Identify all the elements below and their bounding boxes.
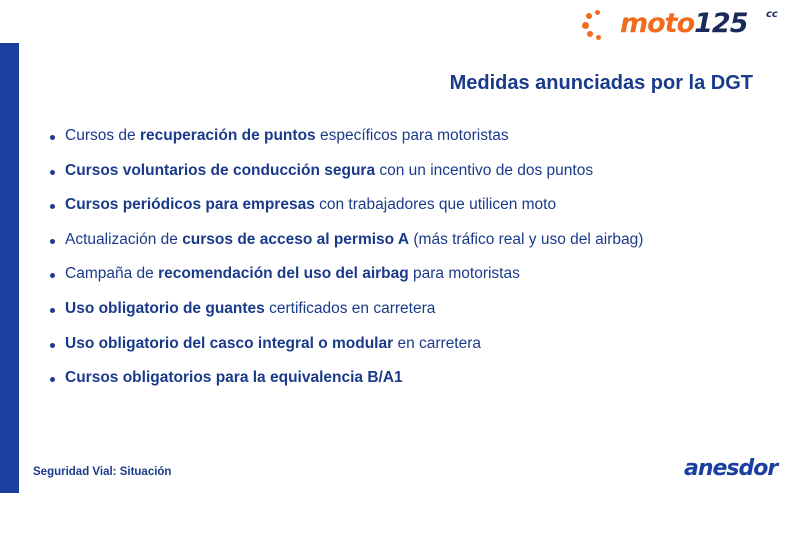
- list-item: Campaña de recomendación del uso del airbag para motoristas: [48, 262, 643, 297]
- section-label: Seguridad Vial: Situación: [33, 466, 172, 478]
- measures-list: [48, 124, 643, 401]
- list-item: Uso obligatorio de guantes certificados en carretera: [48, 297, 643, 332]
- list-item: Cursos periódicos para empresas con trabajadores que utilicen moto: [48, 193, 643, 228]
- list-item: Cursos de recuperación de puntos específicos para motoristas: [48, 124, 643, 159]
- logo-dots-icon: [582, 10, 616, 40]
- list-item: Uso obligatorio del casco integral o modular en carretera: [48, 332, 643, 367]
- logo-text: moto: [620, 8, 695, 39]
- logo-number: 125: [694, 8, 748, 39]
- left-accent-bar: [0, 43, 19, 493]
- slide-title: Medidas anunciadas por la DGT: [449, 72, 753, 94]
- moto125-logo: [582, 6, 782, 44]
- anesdor-logo: anesdor: [684, 456, 778, 481]
- logo-superscript: cc: [766, 9, 778, 20]
- list-item: Cursos obligatorios para la equivalencia B/A1: [48, 366, 643, 401]
- list-item: Cursos voluntarios de conducción segura con un incentivo de dos puntos: [48, 159, 643, 194]
- list-item: Actualización de cursos de acceso al permiso A (más tráfico real y uso del airbag): [48, 228, 643, 263]
